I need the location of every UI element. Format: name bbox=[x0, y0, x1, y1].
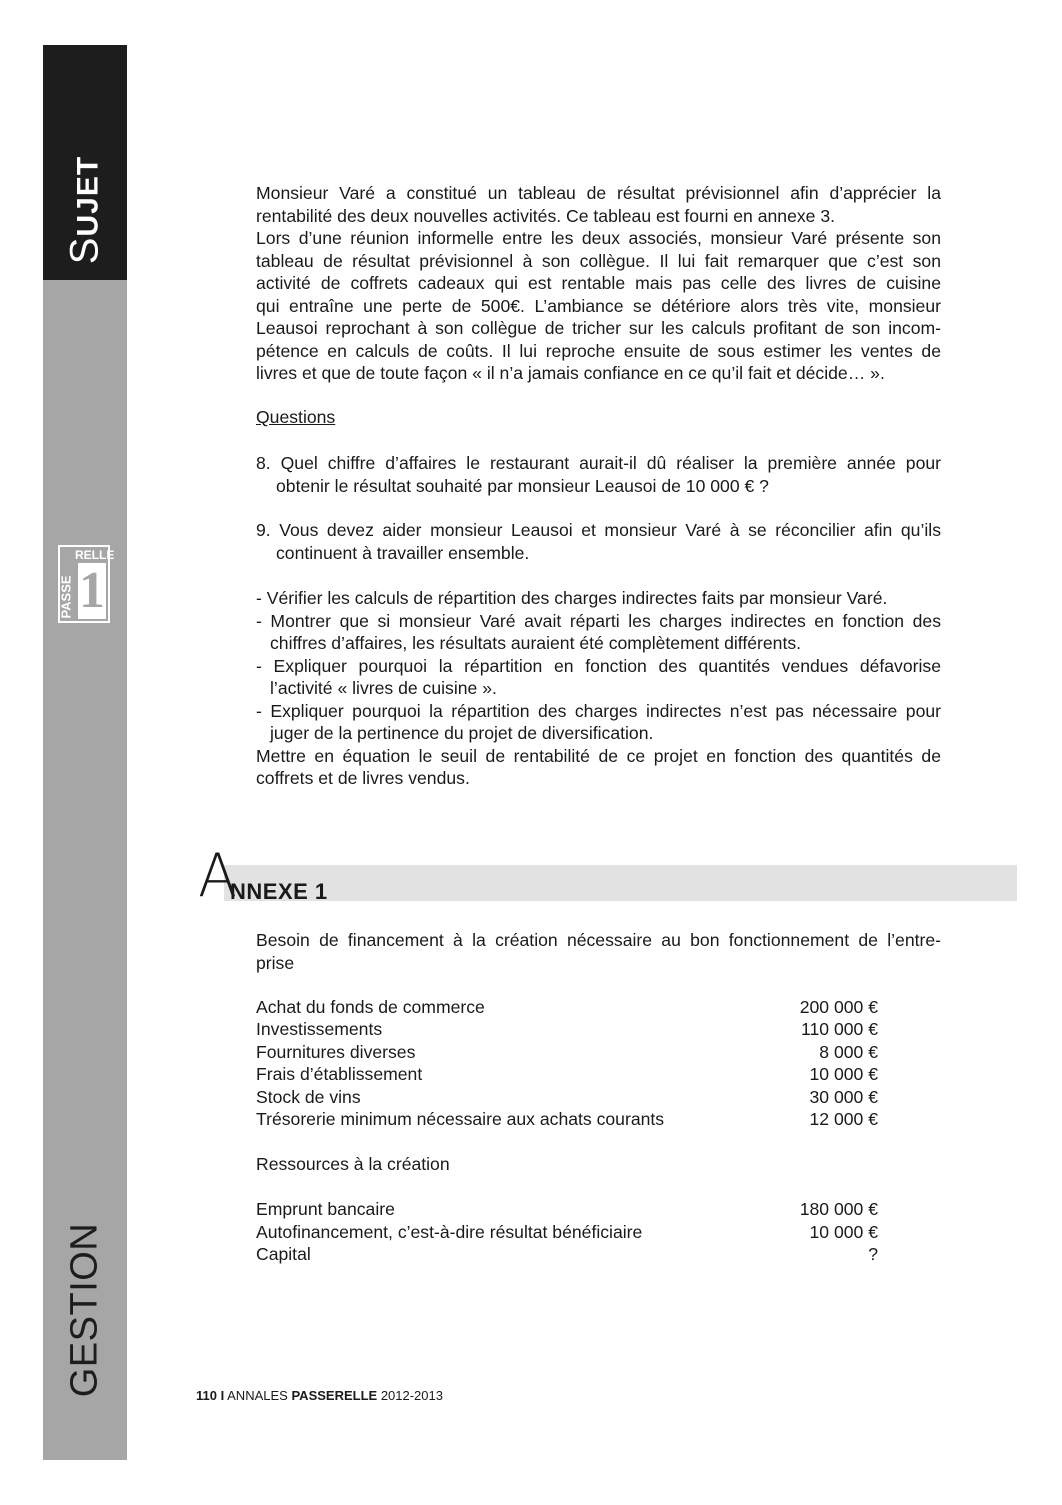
list-item: - Montrer que si monsieur Varé avait réparti les charges indirectes en fonction des bbox=[256, 610, 941, 631]
annex-banner bbox=[224, 865, 1017, 901]
section-label-sujet: SUJET bbox=[62, 155, 107, 265]
final-instruction: Mettre en équation le seuil de rentabilité de ce projet en fonction des quantités de bbox=[256, 745, 941, 766]
sidebar-header-block bbox=[43, 45, 127, 280]
annex-title: NNEXE 1 bbox=[230, 879, 328, 904]
intro-paragraph: Monsieur Varé a constitué un tableau de résultat prévisionnel afin d’apprécier la rentabilité des deux nouvelles activités. Ce tableau est fourni en annexe 3. Lors d’une réunion informelle entre les deux associés, monsieur Varé présente son tableau de résultat prévisionnel à son collègue. Il lui fait remarquer que c’est son activité de coffrets cadeaux qui est rentable mais pas celle des livres de cuisine qui entraîne une perte de 500€. L’ambiance se détériore alors très vite, monsieur Leausoi reprochant à son collègue de tricher sur les calculs profitant de son incom- pétence en calculs de coûts. Il lui reproche ensuite de sous estimer les ventes de livres et que de toute façon « il n’a jamais confiance en ce qu’il fait et décide… ». bbox=[256, 183, 941, 383]
list-item: - Vérifier les calculs de répartition des charges indirectes faits par monsieur Varé. bbox=[256, 588, 888, 608]
list-item: - Expliquer pourquoi la répartition en fonction des quantités vendues défavorise bbox=[256, 655, 941, 676]
page-footer: 110 I ANNALES PASSERELLE 2012-2013 bbox=[196, 1388, 443, 1403]
section-label-gestion: GESTION bbox=[63, 1222, 106, 1398]
bullet-list: - Vérifier les calculs de répartition des charges indirectes faits par monsieur Varé. - Montrer que si monsieur Varé avait réparti les charges indirectes en fonction des chiffres d’affaires, les résultats auraient été complètement différents. - Expliquer pourquoi la répartition en fonction des quantités vendues défavorise l’activité « livres de cuisine ». - Expliquer pourquoi la répartition des charges indirectes n’est pas nécessaire pour juger de la pertinence du projet de diversification. Mettre en équation le seuil de rentabilité de ce projet en fonction des quantités de coffrets et de livres vendus. bbox=[256, 588, 941, 788]
questions-heading: Questions bbox=[256, 407, 336, 427]
list-item: - Expliquer pourquoi la répartition des charges indirectes n’est pas nécessaire pour bbox=[256, 700, 941, 721]
passerelle-logo: RELLE PASSE 1 bbox=[58, 545, 110, 623]
page-number: 110 bbox=[196, 1388, 217, 1403]
annex-intro: Besoin de financement à la création nécessaire au bon fonctionnement de l’entre- prise bbox=[256, 930, 941, 973]
sidebar bbox=[43, 45, 127, 1460]
question-8: 8. Quel chiffre d’affaires le restaurant aurait-il dû réaliser la première année pour obtenir le résultat souhaité par monsieur Leausoi de 10 000 € ? bbox=[256, 453, 941, 496]
question-9: 9. Vous devez aider monsieur Leausoi et monsieur Varé à se réconcilier afin qu’ils continuent à travailler ensemble. bbox=[256, 520, 941, 563]
annex-initial-letter: A bbox=[198, 841, 238, 911]
